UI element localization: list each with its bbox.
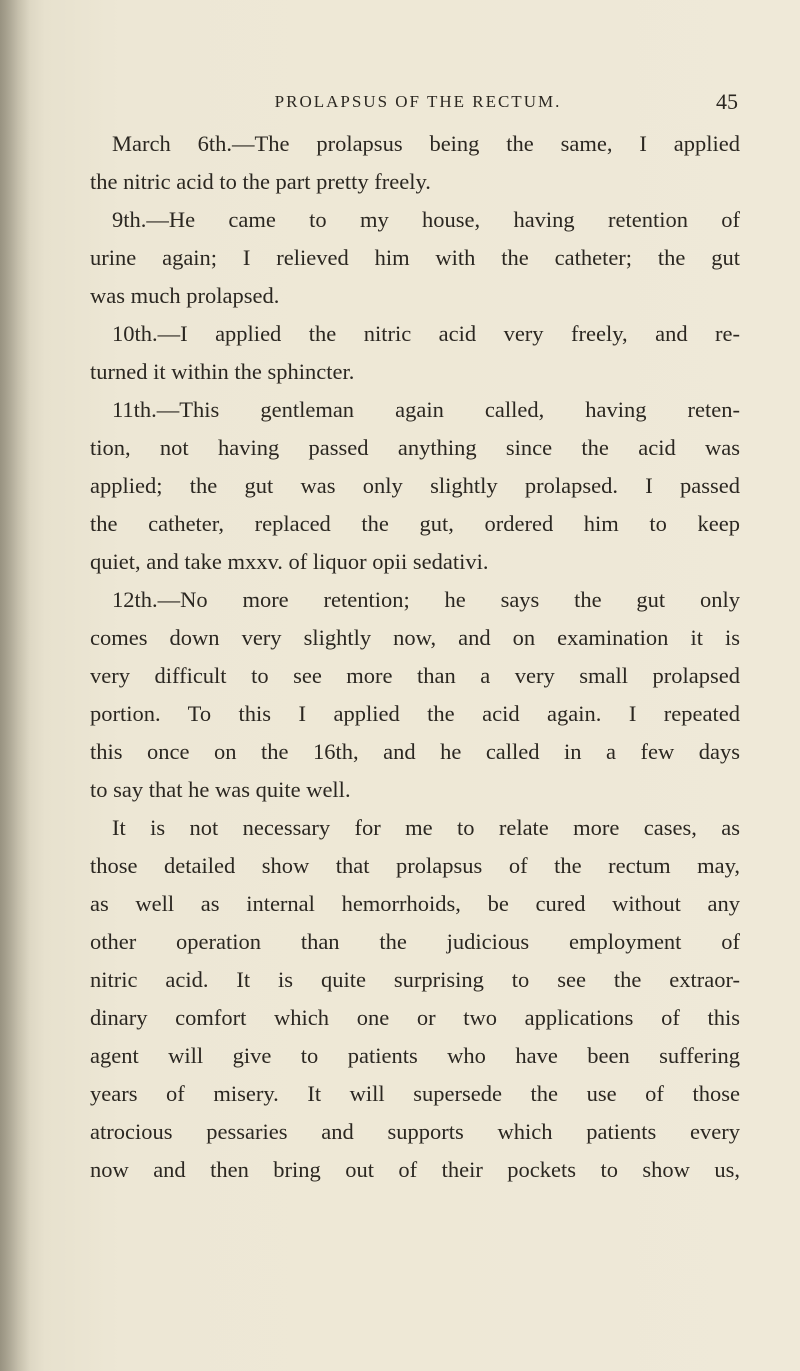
text-line: turned it within the sphincter. (90, 359, 355, 384)
text-line: now and then bring out of their pockets to show us, (90, 1157, 740, 1182)
body-text (90, 125, 740, 1189)
running-head: PROLAPSUS OF THE RECTUM. (274, 92, 562, 111)
text-line: years of misery. It will supersede the use of those (90, 1081, 740, 1106)
text-line: dinary comfort which one or two applications of this (90, 1005, 740, 1030)
text-line: this once on the 16th, and he called in a few days (90, 739, 740, 764)
text-line: comes down very slightly now, and on examination it is (90, 625, 740, 650)
text-line: tion, not having passed anything since the acid was (90, 435, 740, 460)
text-line: to say that he was quite well. (90, 777, 351, 802)
text-line: the nitric acid to the part pretty freely. (90, 169, 431, 194)
text-line: March 6th.—The prolapsus being the same, I applied (112, 131, 740, 156)
text-line: urine again; I relieved him with the catheter; the gut (90, 245, 740, 270)
text-line: nitric acid. It is quite surprising to see the extraor- (90, 967, 740, 992)
text-line: as well as internal hemorrhoids, be cured without any (90, 891, 740, 916)
text-line: 10th.—I applied the nitric acid very freely, and re- (112, 321, 740, 346)
text-line: quiet, and take mxxv. of liquor opii sedativi. (90, 549, 489, 574)
text-line: agent will give to patients who have been suffering (90, 1043, 740, 1068)
text-line: 12th.—No more retention; he says the gut only (112, 587, 740, 612)
page-gutter-shadow (0, 0, 30, 1371)
text-line: very difficult to see more than a very small prolapsed (90, 663, 740, 688)
text-line: atrocious pessaries and supports which patients every (90, 1119, 740, 1144)
text-line: 9th.—He came to my house, having retention of (112, 207, 740, 232)
text-line: portion. To this I applied the acid again. I repeated (90, 701, 740, 726)
text-line: was much prolapsed. (90, 283, 280, 308)
text-line: those detailed show that prolapsus of the rectum may, (90, 853, 740, 878)
text-line: other operation than the judicious employment of (90, 929, 740, 954)
page-header (98, 89, 738, 122)
text-line: It is not necessary for me to relate more cases, as (112, 815, 740, 840)
text-line: 11th.—This gentleman again called, having reten- (112, 397, 740, 422)
page-number: 45 (716, 89, 738, 114)
text-line: applied; the gut was only slightly prolapsed. I passed (90, 473, 740, 498)
text-line: the catheter, replaced the gut, ordered him to keep (90, 511, 740, 536)
